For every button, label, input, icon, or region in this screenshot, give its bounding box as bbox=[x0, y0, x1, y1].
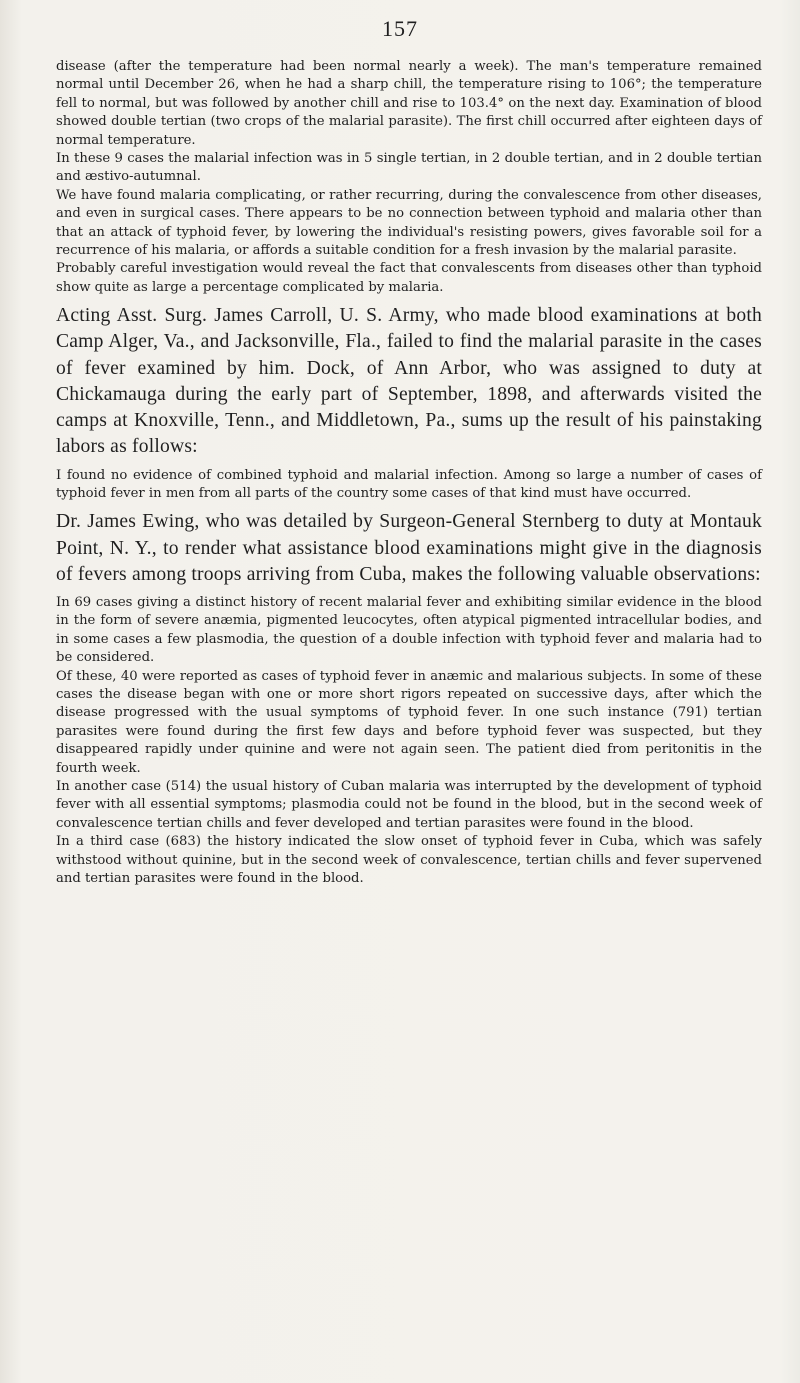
paragraph-ewing: Dr. James Ewing, who was detailed by Surgeon-General Sternberg to duty at Montauk Point, N. Y., to render what assistance blood examinations might give in the diagnosis of fevers among troops arriving from Cuba, makes the following valuable observations: bbox=[56, 511, 762, 585]
quote-ewing-case-683: In a third case (683) the history indicated the slow onset of typhoid fever in Cuba, which was safely withstood without quinine, but in the second week of convalescence, tertian chills and fever supervened and tertian parasites were found in the blood. bbox=[56, 834, 762, 887]
paragraph-case-continuation: disease (after the temperature had been normal nearly a week). The man's temperature remained normal until December 26, when he had a sharp chill, the temperature rising to 106°; the temperature fell to normal, but was followed by another chill and rise to 103.4° on the next day. Examination of blood showed double tertian (two crops of the malarial parasite). The first chill occurred after eighteen days of normal temperature. bbox=[56, 59, 762, 148]
quote-ewing-case-514: In another case (514) the usual history of Cuban malaria was interrupted by the development of typhoid fever with all essential symptoms; plasmodia could not be found in the blood, but in the second week of convalescence tertian chills and fever developed and tertian parasites were found in the blood. bbox=[56, 778, 762, 831]
paragraph-malaria-complicating: We have found malaria complicating, or rather recurring, during the convalescence from other diseases, and even in surgical cases. There appears to be no connection between typhoid and malaria other than that an attack of typhoid fever, by lowering the individual's resisting powers, gives favorable soil for a recurrence of his malaria, or affords a suitable condition for a fresh invasion by the malarial parasite. bbox=[56, 187, 762, 259]
page-number: 157 bbox=[382, 16, 418, 41]
quote-ewing-40-cases: Of these, 40 were reported as cases of typhoid fever in anæmic and malarious subjects. In some of these cases the disease began with one or more short rigors repeated on successive days, after which the disease progressed with the usual symptoms of typhoid fever. In one such instance (791) tertian parasites were found during the first few days and before typhoid fever was suspected, but they disappeared rapidly under quinine and were not again seen. The patient died from peritonitis in the fourth week. bbox=[56, 668, 762, 776]
paragraph-carroll-dock: Acting Asst. Surg. James Carroll, U. S. Army, who made blood examinations at both Camp Alger, Va., and Jacksonville, Fla., failed to find the malarial parasite in the cases of fever examined by him. Dock, of Ann Arbor, who was assigned to duty at Chickamauga during the early part of September, 1898, and afterwards visited the camps at Knoxville, Tenn., and Middletown, Pa., sums up the result of his painstaking labors as follows: bbox=[56, 305, 762, 458]
paragraph-careful-investigation: Probably careful investigation would reveal the fact that convalescents from diseases other than typhoid show quite as large a percentage complicated by malaria. bbox=[56, 261, 762, 295]
page-body bbox=[56, 58, 762, 888]
paragraph-nine-cases: In these 9 cases the malarial infection was in 5 single tertian, in 2 double tertian, and in 2 double tertian and æstivo-autumnal. bbox=[56, 151, 762, 185]
quote-dock: I found no evidence of combined typhoid and malarial infection. Among so large a number of cases of typhoid fever in men from all parts of the country some cases of that kind must have occurred. bbox=[56, 467, 762, 501]
quote-ewing-69-cases: In 69 cases giving a distinct history of recent malarial fever and exhibiting similar evidence in the blood in the form of severe anæmia, pigmented leucocytes, often atypical pigmented intracellular bodies, and in some cases a few plasmodia, the question of a double infection with typhoid fever and malaria had to be considered. bbox=[56, 594, 762, 666]
